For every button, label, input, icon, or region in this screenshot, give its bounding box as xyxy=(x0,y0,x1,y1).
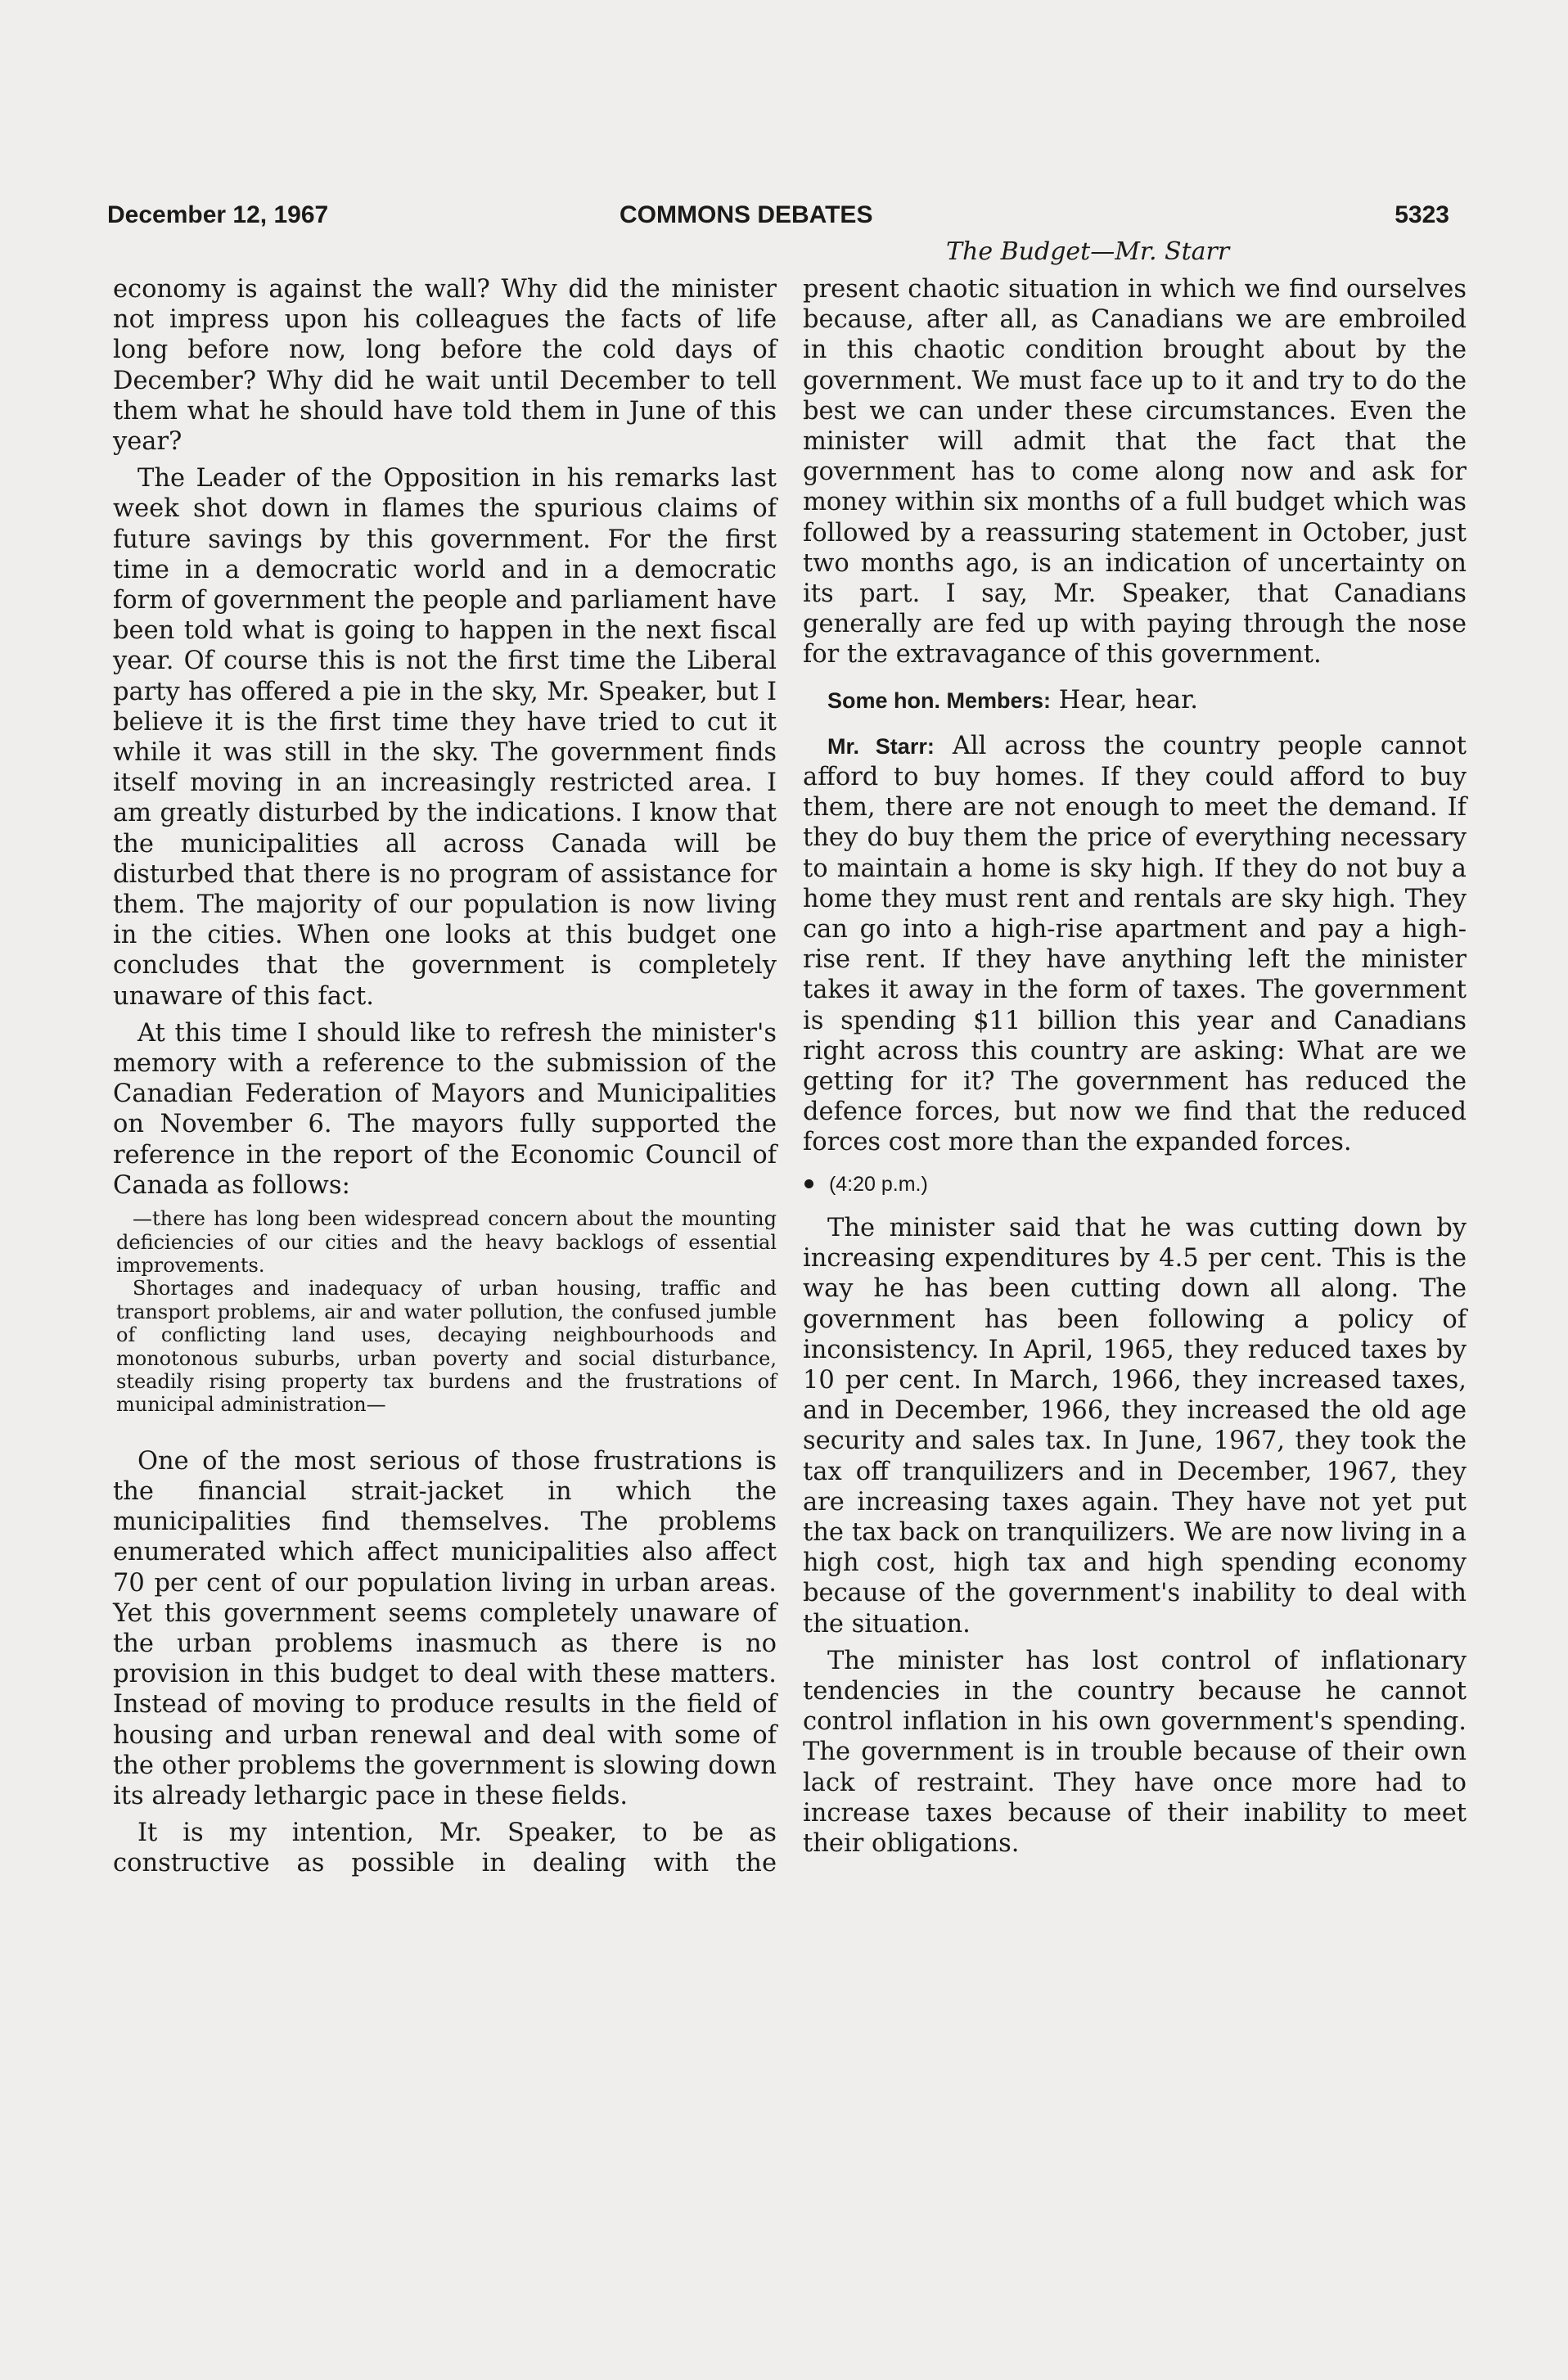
speech-paragraph xyxy=(803,731,1467,1158)
header-date: December 12, 1967 xyxy=(107,201,329,228)
interjection-text: Hear, hear. xyxy=(1058,685,1199,714)
paragraph: One of the most serious of those frustrations is the financial strait-jacket in which the municipalities find themselves. The problems enumerated which affect municipalities also affect 70 per cent of our population living in urban areas. Yet this government seems completely unaware of the urban problems inasmuch as there is no provision in this budget to deal with these matters. Instead of moving to produce results in the field of housing and urban renewal and deal with some of the other problems the government is slowing down its already lethargic pace in these fields. xyxy=(113,1446,777,1810)
quote-paragraph: —there has long been widespread concern about the mounting deficiencies of our cities and the heavy backlogs of essential improvements. xyxy=(116,1207,777,1277)
speaker-name: Some hon. Members: xyxy=(827,687,1052,713)
header-page-number: 5323 xyxy=(1395,201,1449,228)
paragraph: It is my intention, Mr. Speaker, to be as constructive as possible in dealing with the xyxy=(113,1819,777,1878)
interjection xyxy=(803,685,1467,716)
paragraph: present chaotic situation in which we find ourselves because, after all, as Canadians we are embroiled in this chaotic condition brought about by the government. We must face up to it and try to do the best we can under these circumstances. Even the minister will admit that the fact that the government has to come along now and ask for money within six months of a full budget which was followed by a reassuring statement in October, just two months ago, is an indication of uncertainty on its part. I say, Mr. Speaker, that Canadians generally are fed up with paying through the nose for the extravagance of this government. xyxy=(803,275,1467,669)
header-title: COMMONS DEBATES xyxy=(620,201,873,228)
speaker-name: Mr. Starr: xyxy=(827,733,935,759)
paragraph: The minister has lost control of inflationary tendencies in the country because he cannot control inflation in his own government's spending. The government is in trouble because of their own lack of restraint. They have once more had to increase taxes because of their inability to meet their obligations. xyxy=(803,1646,1467,1858)
paragraph: economy is against the wall? Why did the minister not impress upon his colleagues the facts of life long before now, long before the cold days of December? Why did he wait until December to tell them what he should have told them in June of this year? xyxy=(113,275,777,457)
block-quote xyxy=(113,1207,777,1417)
timestamp-text: (4:20 p.m.) xyxy=(828,1172,928,1196)
speech-text: All across the country people cannot afford to buy homes. If they could afford to buy them, there are not enough to meet the demand. If they do buy them the price of everything necessary to maintain a home is sky high. If they do not buy a home they must rent and rentals are sky high. They can go into a high-rise apartment and pay a high-rise rent. If they have anything left the minister takes it away in the form of taxes. The government is spending $11 billion this year and Canadians right across this country are asking: What are we getting for it? The government has reduced the defence forces, but now we find that the reduced forces cost more than the expanded forces. xyxy=(803,731,1467,1157)
bullet-icon xyxy=(804,1179,813,1188)
page-header xyxy=(107,201,1449,234)
running-head: The Budget—Mr. Starr xyxy=(946,237,1230,266)
paragraph: The Leader of the Opposition in his remarks last week shot down in flames the spurious claims of future savings by this government. For the first time in a democratic world and in a democratic form of government the people and parliament have been told what is going to happen in the next fiscal year. Of course this is not the first time the Liberal party has offered a pie in the sky, Mr. Speaker, but I believe it is the first time they have tried to cut it while it was still in the sky. The government finds itself moving in an increasingly restricted area. I am greatly disturbed by the indications. I know that the municipalities all across Canada will be disturbed that there is no program of assistance for them. The majority of our population is now living in the cities. When one looks at this budget one concludes that the government is completely unaware of this fact. xyxy=(113,464,777,1011)
timestamp xyxy=(803,1170,1467,1200)
left-column xyxy=(113,274,777,1886)
paragraph: At this time I should like to refresh the minister's memory with a reference to the submission of the Canadian Federation of Mayors and Municipalities on November 6. The mayors fully supported the reference in the report of the Economic Council of Canada as follows: xyxy=(113,1018,777,1200)
paragraph: The minister said that he was cutting down by increasing expenditures by 4.5 per cent. This is the way he has been cutting down all along. The government has been following a policy of inconsistency. In April, 1965, they reduced taxes by 10 per cent. In March, 1966, they increased taxes, and in December, 1966, they increased the old age security and sales tax. In June, 1967, they took the tax off tranquilizers and in December, 1967, they are increasing taxes again. They have not yet put the tax back on tranquilizers. We are now living in a high cost, high tax and high spending economy because of the government's inability to deal with the situation. xyxy=(803,1213,1467,1639)
quote-paragraph: Shortages and inadequacy of urban housing, traffic and transport problems, air and water pollution, the confused jumble of conflicting land uses, decaying neighbourhoods and monotonous suburbs, urban poverty and social disturbance, steadily rising property tax burdens and the frustrations of municipal administration— xyxy=(116,1277,777,1417)
right-column xyxy=(803,274,1467,1865)
